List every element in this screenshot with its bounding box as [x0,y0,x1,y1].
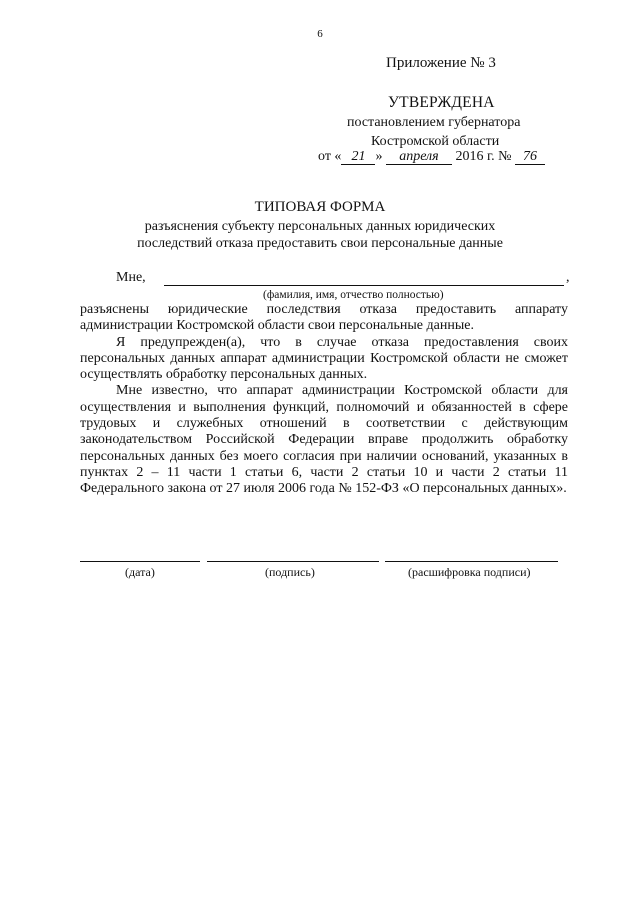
paragraph-3: Мне известно, что аппарат администрации Костромской области для осуществления и выполнения функций, полномочий и обязанностей в сфере трудовых и служебных отношений в соответствии с действующим законодательством Российской Федерации вправе продолжить обработку персональных данных без моего согласия при наличии оснований, указанных в пунктах 2 – 11 части 1 статьи 6, части 2 статьи 10 и части 2 статьи 11 Федерального закона от 27 июля 2006 года № 152-ФЗ «О персональных данных». [80,383,568,497]
date-field[interactable] [80,561,200,562]
paragraph-2: Я предупрежден(а), что в случае отказа предоставления своих персональных данных аппарат администрации Костромской области не сможет осуществлять обработку персональных данных. [80,334,568,383]
decoding-caption: (расшифровка подписи) [408,565,531,579]
approval-date-line [318,149,545,165]
approval-month: апреля [386,150,452,165]
annex-label: Приложение № 3 [386,55,496,71]
body-text [80,302,568,498]
date-prefix: от « [318,149,342,164]
form-title: ТИПОВАЯ ФОРМА [254,199,386,215]
paragraph-1: разъяснены юридические последствия отказа предоставить аппарату администрации Костромской области свои персональные данные. [80,302,568,334]
signature-field[interactable] [207,561,379,562]
signature-caption: (подпись) [265,565,315,579]
form-subtitle-1: разъяснения субъекту персональных данных юридических [144,219,496,234]
page-number: 6 [317,28,323,40]
approval-heading: УТВЕРЖДЕНА [388,94,495,111]
full-name-field[interactable] [164,285,564,286]
signature-decoding-field[interactable] [385,561,558,562]
date-caption: (дата) [125,565,155,579]
form-subtitle-2: последствий отказа предоставить свои персональные данные [137,236,503,251]
approval-day: 21 [341,150,375,165]
approval-line-2: Костромской области [371,134,500,149]
approval-number: 76 [515,150,545,165]
mne-label: Мне, [116,270,146,285]
mne-comma: , [566,270,570,285]
approval-year: 2016 г. № [455,149,512,164]
full-name-caption: (фамилия, имя, отчество полностью) [263,289,444,301]
approval-line-1: постановлением губернатора [347,115,521,130]
date-suffix: » [375,149,383,164]
